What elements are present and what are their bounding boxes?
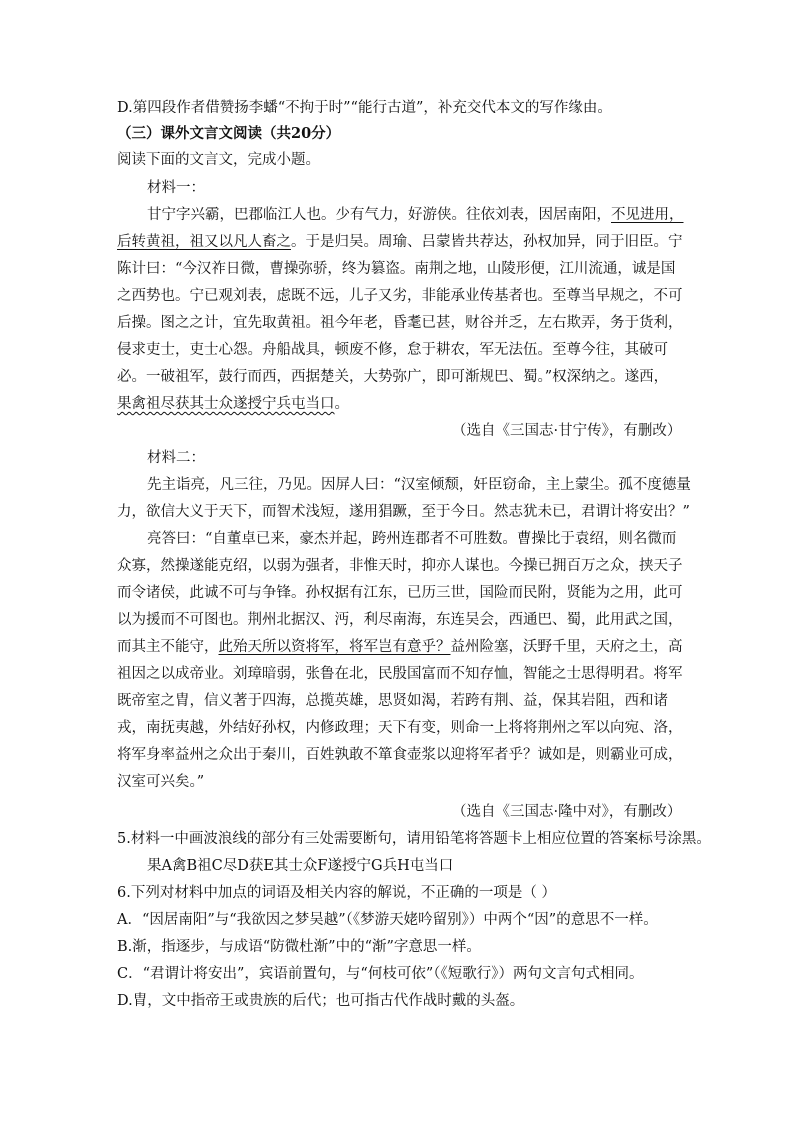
q5-marked-passage: 果A禽B祖C尽D获E其士众F遂授宁G兵H屯当口 bbox=[147, 858, 454, 874]
underlined-phrase: 不见进用， bbox=[611, 207, 684, 223]
material1-line: 陈计曰：“今汉祚日微，曹操弥骄，终为篡盗。南荆之地，山陵形便，江川流通，诚是国 bbox=[117, 261, 676, 277]
q4-option-d: D.第四段作者借赞扬李蟠“不拘于时”“能行古道”，补充交代本文的写作缘由。 bbox=[117, 100, 612, 116]
material1-source: （选自《三国志·甘宁传》，有删改） bbox=[452, 423, 682, 439]
text-span: 而其主不能守， bbox=[117, 639, 219, 655]
material2-line: 将军身率益州之众出于秦川，百姓孰敢不箪食壶浆以迎将军者乎？诚如是，则霸业可成， bbox=[117, 747, 683, 763]
q6-option-b: B.渐，指逐步，与成语“防微杜渐”中的“渐”字意思一样。 bbox=[117, 939, 481, 955]
material2-line: 祖因之以成帝业。刘璋暗弱，张鲁在北，民殷国富而不知存恤，智能之士思得明君。将军 bbox=[117, 666, 683, 682]
material1-line: 侵求吏士，吏士心怨。舟船战具，顿废不修，怠于耕农，军无法伍。至尊今往，其破可 bbox=[117, 342, 668, 358]
material2-line: 亮答曰：“自董卓已来，豪杰并起，跨州连郡者不可胜数。曹操比于袁绍，则名微而 bbox=[147, 531, 677, 547]
q6-option-c: C．“君谓计将安出”，宾语前置句，与“何枝可依”（《短歌行》）两句文言句式相同。 bbox=[117, 966, 644, 982]
text-span: 益州险塞，沃野千里，天府之土，高 bbox=[450, 639, 683, 655]
q6-option-a: A．“因居南阳”与“我欲因之梦吴越”（《梦游天姥吟留别》）中两个“因”的意思不一样。 bbox=[117, 912, 658, 928]
material2-heading: 材料二： bbox=[147, 450, 205, 466]
text-span: 甘宁字兴霸，巴郡临江人也。少有气力，好游侠。往依刘表，因居南阳， bbox=[147, 207, 611, 223]
material2-line: 而令诸侯，此诚不可与争锋。孙权据有江东，已历三世，国险而民附，贤能为之用，此可 bbox=[117, 585, 683, 601]
material2-line bbox=[117, 637, 683, 657]
material1-heading: 材料一： bbox=[147, 180, 205, 196]
underlined-phrase: 此殆天所以资将军，将军岂有意乎？ bbox=[218, 639, 451, 655]
material1-line bbox=[147, 205, 684, 225]
material2-line: 戎，南抚夷越，外结好孙权，内修政理；天下有变，则命一上将将荆州之军以向宛、洛， bbox=[117, 720, 683, 736]
material1-line bbox=[117, 232, 683, 252]
wavy-underlined-passage: 果禽祖尽获其士众遂授宁兵屯当口 bbox=[117, 396, 335, 412]
material2-line: 力，欲信大义于天下，而智术浅短，遂用猖蹶，至于今日。然志犹未已，君谓计将安出？” bbox=[117, 504, 690, 520]
q5-stem: 5.材料一中画波浪线的部分有三处需要断句，请用铅笔将答题卡上相应位置的答案标号涂黑。 bbox=[117, 831, 711, 847]
material1-line: 必。一破祖军，鼓行而西，西据楚关，大势弥广，即可渐规巴、蜀。”权深纳之。遂西， bbox=[117, 369, 669, 385]
material2-source: （选自《三国志·隆中对》，有删改） bbox=[452, 804, 682, 820]
material2-line: 众寡，然操遂能克绍，以弱为强者，非惟天时，抑亦人谋也。今操已拥百万之众，挟天子 bbox=[117, 558, 683, 574]
material1-line: 之西势也。宁已观刘表，虑既不远，儿子又劣，非能承业传基者也。至尊当早规之，不可 bbox=[117, 288, 683, 304]
q6-stem: 6.下列对材料中加点的词语及相关内容的解说，不正确的一项是（ ） bbox=[117, 885, 556, 901]
material2-line: 以为援而不可图也。荆州北据汉、沔，利尽南海，东连吴会，西通巴、蜀，此用武之国， bbox=[117, 612, 683, 628]
material2-line: 既帝室之胄，信义著于四海，总揽英雄，思贤如渴，若跨有荆、益，保其岩阻，西和诸 bbox=[117, 693, 668, 709]
section-title: （三）课外文言文阅读（共20分） bbox=[117, 125, 341, 142]
instruction: 阅读下面的文言文，完成小题。 bbox=[117, 152, 320, 168]
material2-line: 先主诣亮，凡三往，乃见。因屏人曰：“汉室倾颓，奸臣窃命，主上蒙尘。孤不度德量 bbox=[147, 477, 691, 493]
material2-line: 汉室可兴矣。” bbox=[117, 774, 205, 790]
text-span: 。于是归吴。周瑜、吕蒙皆共荐达，孙权加异，同于旧臣。宁 bbox=[291, 234, 683, 250]
material1-line: 后操。图之之计，宜先取黄祖。祖今年老，昏耄已甚，财谷并乏，左右欺弄，务于货利， bbox=[117, 315, 683, 331]
q6-option-d: D.胄，文中指帝王或贵族的后代；也可指古代作战时戴的头盔。 bbox=[117, 993, 525, 1009]
text-span: 。 bbox=[334, 396, 349, 412]
material1-line bbox=[117, 394, 349, 414]
underlined-phrase: 后转黄祖，祖又以凡人畜之 bbox=[117, 234, 291, 250]
